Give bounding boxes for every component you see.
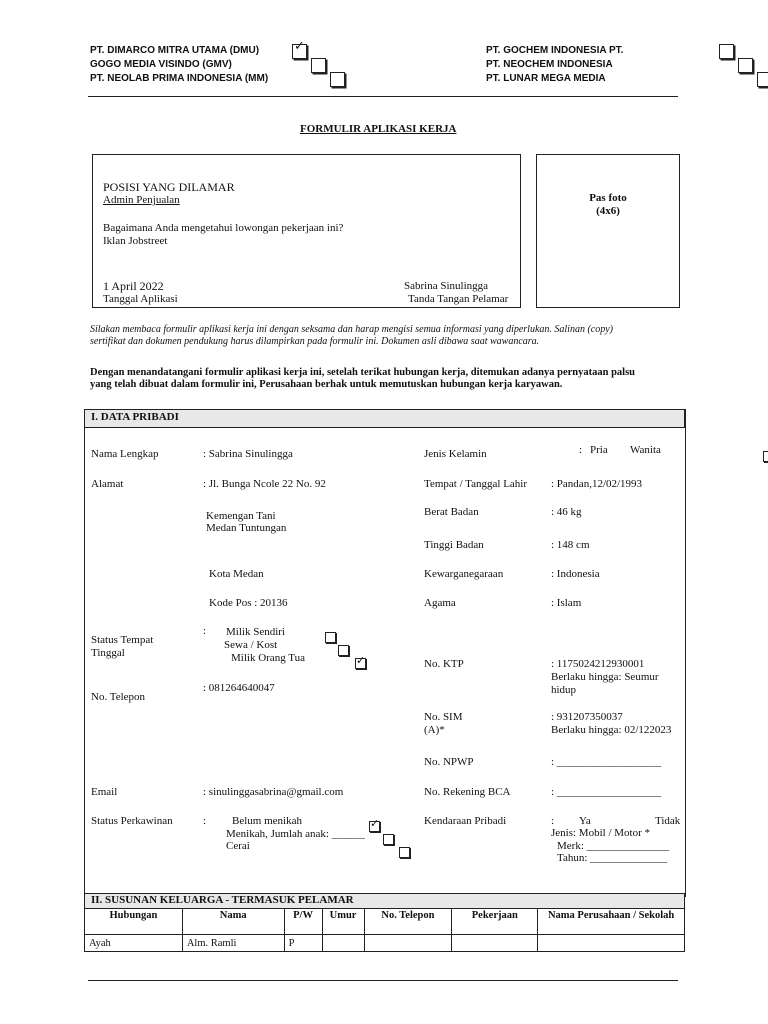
instructions-line: sertifikat dan dokumen pendukung harus dilampirkan pada formulir ini. Dokumen asli dibawa saat wawancara. [90,336,540,347]
birth-value[interactable]: : Pandan,12/02/1993 [551,478,643,490]
weight-value[interactable]: : 46 kg [551,506,582,518]
vehicle-type[interactable]: Jenis: Mobil / Motor * [551,827,651,839]
residence-status-label: Tinggal [91,647,125,659]
colon: : [203,625,207,637]
residence-option: Milik Orang Tua [231,652,305,664]
ktp-label: No. KTP [424,658,464,670]
email-value[interactable]: : sinulinggasabrina@gmail.com [203,786,344,798]
residence-status-label: Status Tempat [91,634,154,646]
company-checkbox-gmv[interactable] [311,58,326,73]
vehicle-option-no: Tidak [655,815,681,827]
colon: : [579,444,583,456]
company-checkbox-mm[interactable] [330,72,345,87]
residence-checkbox[interactable] [338,645,349,656]
postal-code[interactable]: Kode Pos : 20136 [209,597,288,609]
gender-option-female: Wanita [630,444,661,456]
gender-checkbox-male[interactable] [763,451,768,462]
full-name-value[interactable]: : Sabrina Sinulingga [203,448,293,460]
table-cell[interactable] [538,935,685,952]
table-cell[interactable]: Alm. Ramli [182,935,284,952]
address-line[interactable]: : Jl. Bunga Ncole 22 No. 92 [203,478,326,490]
table-cell[interactable]: Ayah [85,935,183,952]
column-header: Nama Perusahaan / Sekolah [538,909,685,935]
religion-value[interactable]: : Islam [551,597,582,609]
instructions-line: Silakan membaca formulir aplikasi kerja ini dengan seksama dan harap mengisi semua informasi yang diperlukan. Salinan (copy) [90,324,613,335]
sim-label: No. SIM [424,711,463,723]
height-value[interactable]: : 148 cm [551,539,590,551]
nationality-value[interactable]: : Indonesia [551,568,600,580]
residence-option: Milik Sendiri [226,626,285,638]
phone-label: No. Telepon [91,691,146,703]
npwp-value[interactable]: : ___________________ [551,756,662,768]
declaration [90,367,635,391]
height-label: Tinggi Badan [424,539,484,551]
signature-label: Tanda Tangan Pelamar [408,293,509,305]
nationality-label: Kewarganegaraan [424,568,504,580]
bank-account-label: No. Rekening BCA [424,786,511,798]
sim-value[interactable]: : 931207350037 [551,711,623,723]
company-name: PT. GOCHEM INDONESIA PT. [486,45,624,56]
header-divider [88,96,678,97]
colon: : [551,815,555,827]
table-cell[interactable] [364,935,452,952]
address-line[interactable]: Kemengan Tani [206,510,276,522]
address-city[interactable]: Kota Medan [209,568,264,580]
footer-divider [88,980,678,981]
marital-checkbox[interactable] [399,847,410,858]
section-header: II. SUSUNAN KELUARGA - TERMASUK PELAMAR [84,893,685,909]
gender-option-male: Pria [590,444,608,456]
table-cell[interactable] [452,935,538,952]
column-header: Nama [182,909,284,935]
company-name: PT. NEOLAB PRIMA INDONESIA (MM) [90,73,269,84]
company-checkbox-dmu[interactable] [292,44,307,59]
section-header: I. DATA PRIBADI [84,409,685,428]
table-row [85,935,685,952]
bank-account-value[interactable]: : ___________________ [551,786,662,798]
vehicle-year[interactable]: Tahun: ______________ [557,852,668,864]
npwp-label: No. NPWP [424,756,474,768]
photo-box [536,154,680,308]
position-label: POSISI YANG DILAMAR [103,180,235,194]
vehicle-option-yes: Ya [579,815,591,827]
source-question: Bagaimana Anda mengetahui lowongan pekerjaan ini? [103,222,344,234]
address-line[interactable]: Medan Tuntungan [206,522,287,534]
sim-validity[interactable]: Berlaku hingga: 02/122023 [551,724,672,736]
marital-option: Menikah, Jumlah anak: ______ [226,828,365,840]
company-list-right [486,44,623,86]
company-checkbox-neochem[interactable] [738,58,753,73]
company-checkbox-gochem[interactable] [719,44,734,59]
ktp-validity[interactable]: Berlaku hingga: Seumur [551,671,659,683]
ktp-validity[interactable]: hidup [551,684,577,696]
photo-label: Pas foto [589,192,627,204]
column-header: Umur [322,909,364,935]
instructions [90,324,710,348]
vehicle-label: Kendaraan Pribadi [424,815,507,827]
column-header: No. Telepon [364,909,452,935]
vehicle-brand[interactable]: Merk: _______________ [557,840,670,852]
email-label: Email [91,786,118,798]
family-table [84,908,685,952]
company-list-left [90,44,268,86]
company-name: PT. LUNAR MEGA MEDIA [486,73,606,84]
sim-type-label: (A)* [424,724,445,736]
residence-checkbox[interactable] [325,632,336,643]
column-header: P/W [284,909,322,935]
applicant-signature[interactable]: Sabrina Sinulingga [404,280,489,292]
table-cell[interactable] [322,935,364,952]
marital-checkbox[interactable] [383,834,394,845]
birth-label: Tempat / Tanggal Lahir [424,478,528,490]
ktp-value[interactable]: : 1175024212930001 [551,658,645,670]
application-date[interactable]: 1 April 2022 [103,279,164,293]
religion-label: Agama [424,597,456,609]
marital-checkbox[interactable] [369,821,380,832]
phone-value[interactable]: : 081264640047 [203,682,275,694]
residence-option: Sewa / Kost [224,639,278,651]
company-name: PT. DIMARCO MITRA UTAMA (DMU) [90,45,260,56]
full-name-label: Nama Lengkap [91,448,159,460]
photo-size: (4x6) [596,205,620,217]
colon: : [203,815,207,827]
form-title: FORMULIR APLIKASI KERJA [300,123,457,135]
declaration-line: yang telah dibuat dalam formulir ini, Perusahaan berhak untuk memutuskan hubungan kerja karyawan. [90,379,563,390]
column-header: Hubungan [85,909,183,935]
weight-label: Berat Badan [424,506,479,518]
column-header: Pekerjaan [452,909,538,935]
residence-checkbox[interactable] [355,658,366,669]
declaration-line: Dengan menandatangani formulir aplikasi kerja ini, setelah terikat hubungan kerja, ditemukan adanya pernyataan palsu [90,367,636,378]
marital-option: Cerai [226,840,250,852]
company-checkbox-lunar[interactable] [757,72,768,87]
address-label: Alamat [91,478,124,490]
position-value[interactable]: Admin Penjualan [103,194,180,206]
table-header-row [85,909,685,935]
source-answer[interactable]: Iklan Jobstreet [103,235,168,247]
gender-label: Jenis Kelamin [424,448,487,460]
application-date-label: Tanggal Aplikasi [103,293,178,305]
marital-status-label: Status Perkawinan [91,815,173,827]
marital-option: Belum menikah [232,815,302,827]
table-cell[interactable]: P [284,935,322,952]
company-name: GOGO MEDIA VISINDO (GMV) [90,59,232,70]
company-name: PT. NEOCHEM INDONESIA [486,59,613,70]
